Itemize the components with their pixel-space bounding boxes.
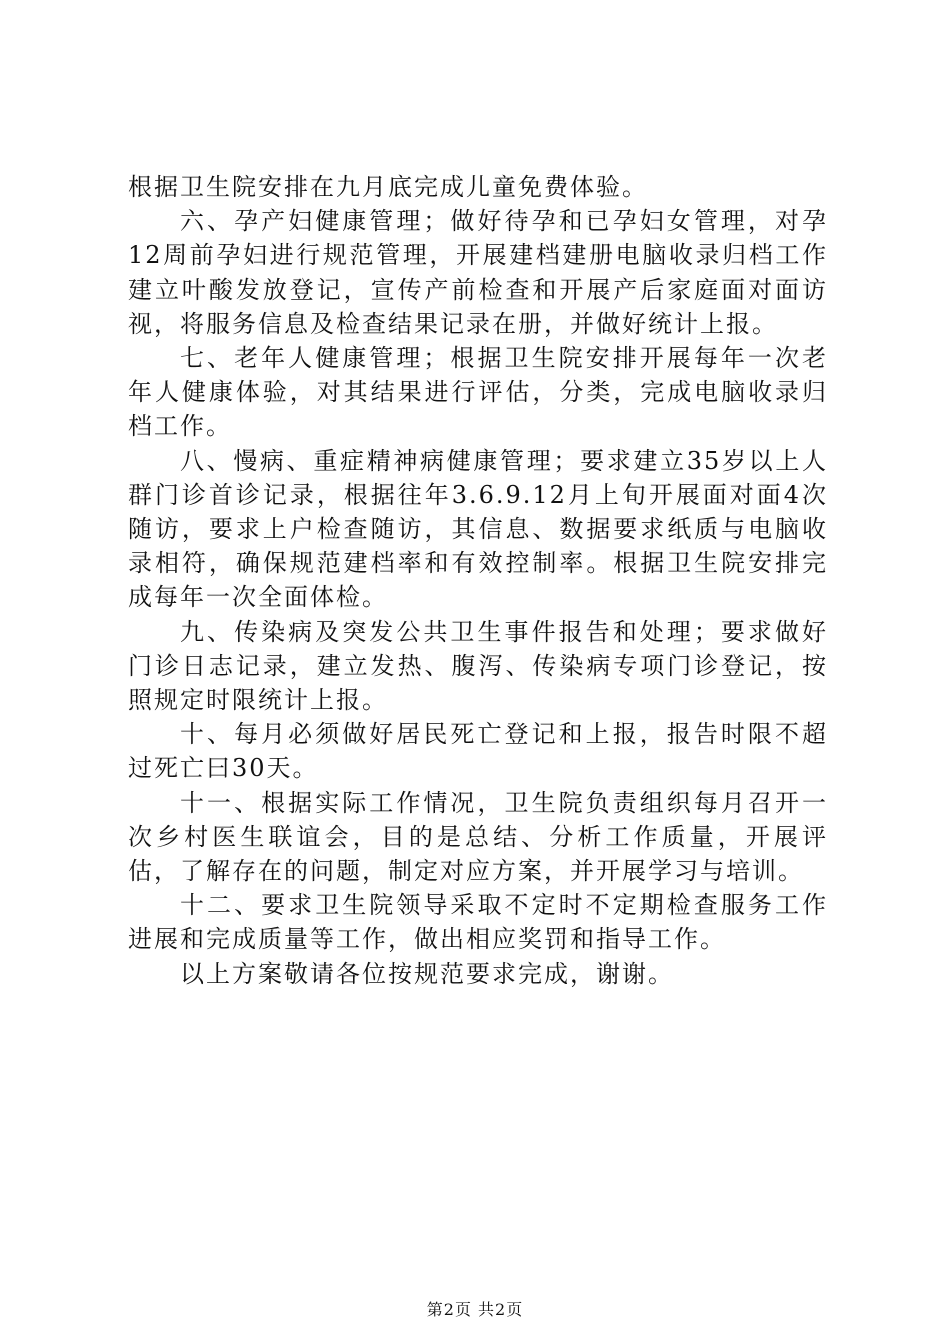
paragraph-item-9: 九、传染病及突发公共卫生事件报告和处理；要求做好门诊日志记录，建立发热、腹泻、传染病专项门诊登记，按照规定时限统计上报。	[128, 617, 828, 715]
paragraph-item-7: 七、老年人健康管理；根据卫生院安排开展每年一次老年人健康体验，对其结果进行评估，分类，完成电脑收录归档工作。	[128, 344, 828, 441]
paragraph-closing: 以上方案敬请各位按规范要求完成，谢谢。	[180, 959, 674, 988]
paragraph-item-10: 十、每月必须做好居民死亡登记和上报，报告时限不超过死亡曰30天。	[128, 720, 828, 783]
paragraph-continuation: 根据卫生院安排在九月底完成儿童免费体验。	[128, 173, 648, 201]
paragraph-item-6: 六、孕产妇健康管理；做好待孕和已孕妇女管理，对孕12周前孕妇进行规范管理，开展建档建册电脑收录归档工作建立叶酸发放登记，宣传产前检查和开展产后家庭面对面访视，将服务信息及检查结果记录在册，并做好统计上报。	[128, 207, 828, 338]
document-body	[128, 170, 828, 991]
paragraph-item-8: 八、慢病、重症精神病健康管理；要求建立35岁以上人群门诊首诊记录，根据往年3.6.9.12月上旬开展面对面4次随访，要求上户检查随访，其信息、数据要求纸质与电脑收录相符，确保规范建档率和有效控制率。根据卫生院安排完成每年一次全面体检。	[128, 446, 828, 612]
page-number-label: 第2页 共2页	[426, 1300, 524, 1319]
paragraph-item-12: 十二、要求卫生院领导采取不定时不定期检查服务工作进展和完成质量等工作，做出相应奖罚和指导工作。	[128, 891, 828, 954]
page-footer	[0, 1300, 950, 1320]
paragraph-item-11: 十一、根据实际工作情况，卫生院负责组织每月召开一次乡村医生联谊会，目的是总结、分析工作质量，开展评估，了解存在的问题，制定对应方案，并开展学习与培训。	[128, 788, 828, 886]
